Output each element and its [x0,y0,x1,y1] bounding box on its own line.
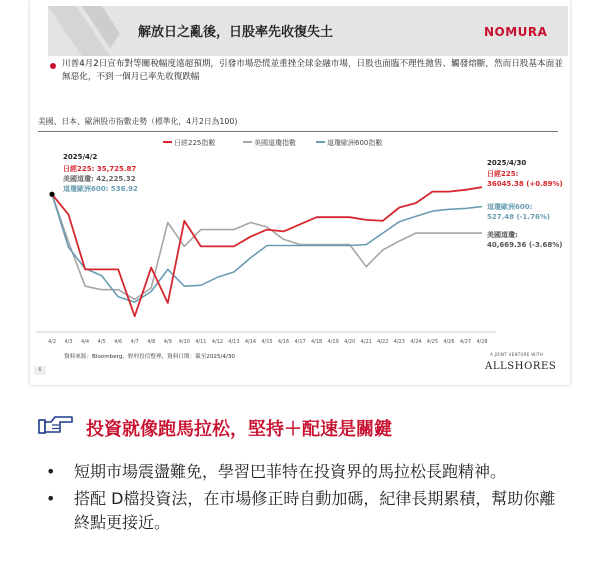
key-point [40,487,560,535]
key-points [40,460,560,538]
end-annotation-line: 道瓊歐洲600: [487,203,533,211]
end-annotation-line: 36045.38 (+0.89%) [487,180,563,188]
section-title: 投資就像跑馬拉松，堅持＋配速是關鍵 [86,419,392,440]
start-annotation-line: 道瓊歐洲600: 536.92 [63,185,138,193]
key-point-text: 短期市場震盪難免，學習巴菲特在投資界的馬拉松長跑精神。 [74,462,507,481]
x-tick-label: 4/5 [97,339,106,345]
x-tick-label: 4/20 [344,339,356,345]
start-annotation-line: 美國道瓊: 42,225.32 [63,175,136,183]
series-line-eu [52,194,482,302]
series-line-us [52,194,482,299]
series-line-nikkei [52,187,482,316]
x-tick-label: 4/9 [163,339,172,345]
x-tick-label: 4/25 [426,339,439,345]
end-annotation-line: 美國道瓊: [487,231,518,239]
start-date-label: 2025/4/2 [63,153,98,161]
key-point [40,460,560,484]
x-tick-label: 4/22 [377,339,389,345]
x-tick-label: 4/12 [211,339,224,345]
page-number: 6 [34,366,46,375]
brand-logo: NOMURA [484,25,548,39]
x-tick-label: 4/27 [459,339,472,345]
x-tick-label: 4/26 [443,339,455,345]
x-tick-label: 4/6 [114,339,123,345]
x-tick-label: 4/3 [64,339,73,345]
jv-label: A JOINT VENTURE WITH [490,352,544,357]
legend-entry: 道瓊歐洲600指數 [327,139,383,147]
x-tick-label: 4/7 [130,339,139,345]
bullet-marker: • [46,489,56,508]
end-annotation-line: 40,669.36 (-3.68%) [487,241,563,249]
allshores-logo: ALLSHORES [485,361,557,372]
x-tick-label: 4/17 [294,339,306,345]
legend-entry: 美國道瓊指數 [254,139,296,147]
bullet-marker: • [46,462,56,481]
x-tick-label: 4/14 [244,339,257,345]
key-point-text: 搭配 D檔投資法，在市場修正時自動加碼，紀律長期累積，幫助你離終點更接近。 [74,489,556,532]
start-annotation-line: 日經225: 35,725.87 [63,165,137,173]
x-tick-label: 4/23 [393,339,405,345]
x-tick-label: 4/13 [228,339,240,345]
x-tick-label: 4/8 [147,339,156,345]
x-tick-label: 4/10 [178,339,190,345]
end-date-label: 2025/4/30 [487,159,527,167]
pointing-hand-icon [38,414,74,436]
legend-entry: 日經225指數 [174,139,216,147]
x-tick-label: 4/21 [360,339,372,345]
end-annotation-line: 527.48 (-1.76%) [487,213,551,221]
source-note: 資料來源：Bloomberg，野村投信整理，資料日期：截至2025/4/30 [64,354,235,360]
intro-text: 川普4月2日宣布對等關稅幅度遠超預期，引發市場恐慌並重挫全球金融市場，日股也面臨不理性拋售、觸發熔斷，然而日股基本面並無惡化，不到一個月已率先收復跌幅 [62,59,563,82]
x-tick-label: 4/4 [81,339,90,345]
x-tick-label: 4/19 [327,339,339,345]
x-tick-label: 4/15 [261,339,273,345]
x-tick-label: 4/2 [47,339,57,345]
end-annotation-line: 日經225: [487,170,519,178]
x-tick-label: 4/11 [195,339,207,345]
x-tick-label: 4/24 [410,339,422,345]
x-tick-label: 4/18 [310,339,323,345]
x-tick-label: 4/28 [476,339,488,345]
chart-title: 美國、日本、歐洲股市指數走勢（標準化，4月2日為100) [38,117,238,126]
x-tick-label: 4/16 [277,339,290,345]
slide-title: 解放日之亂後，日股率先收復失土 [138,25,334,40]
start-point-marker [49,192,54,197]
